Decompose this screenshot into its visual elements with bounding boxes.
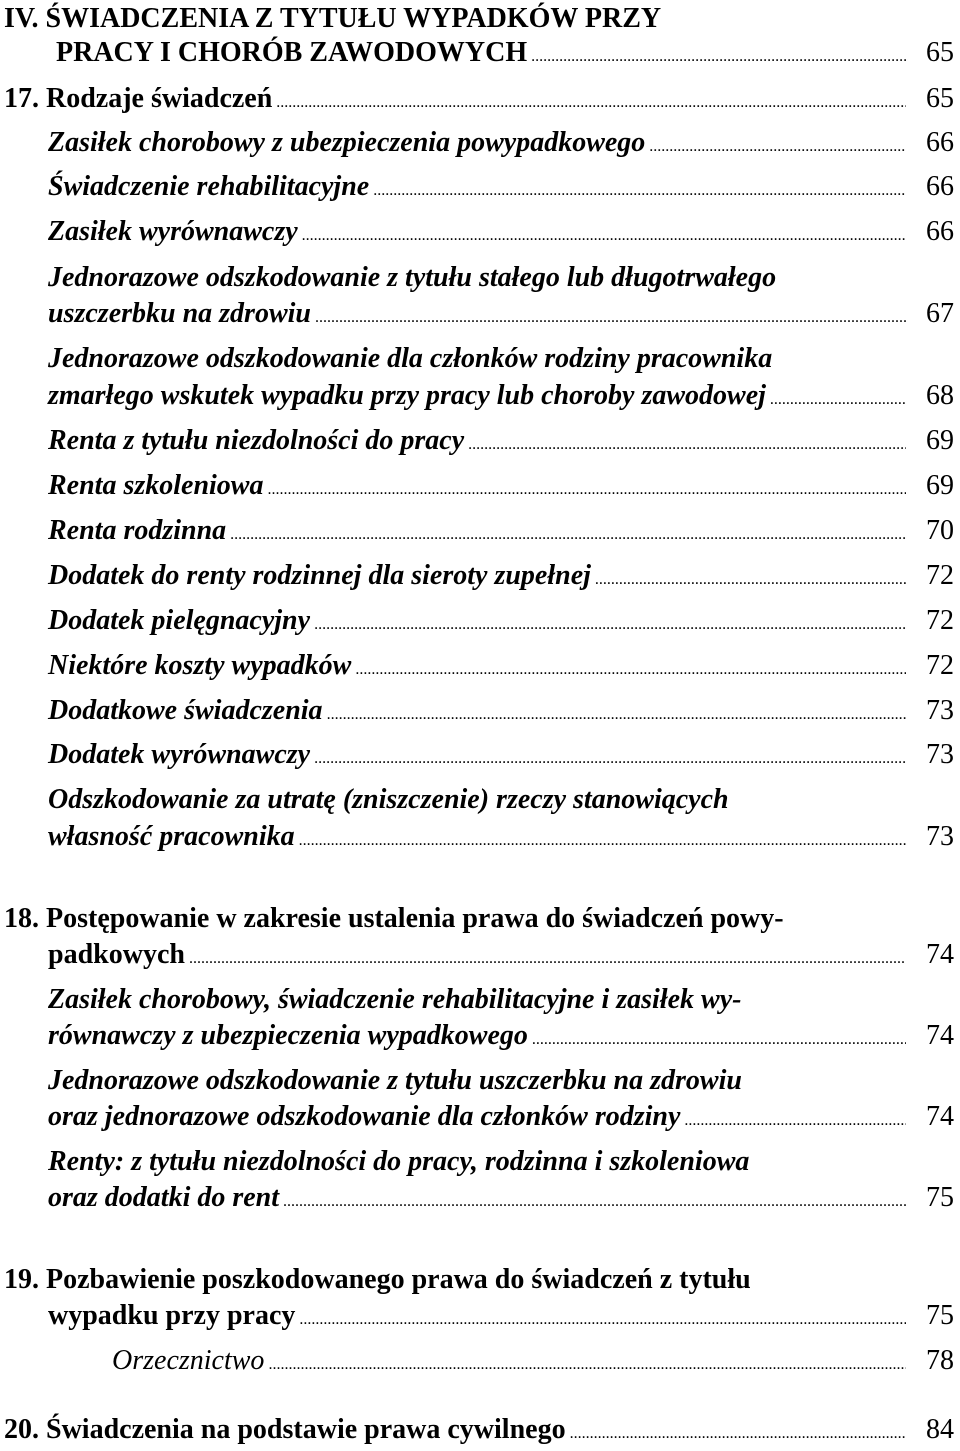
dot-leader (267, 473, 906, 507)
page-number: 78 (926, 1345, 954, 1376)
page-number: 67 (926, 298, 954, 329)
entry-title-line1: Odszkodowanie za utratę (zniszczenie) rzeczy stanowiących (48, 784, 729, 815)
toc-entry (48, 170, 954, 208)
dot-leader (230, 518, 906, 552)
toc-entry (48, 514, 954, 552)
dot-leader (649, 130, 906, 164)
page-number: 84 (926, 1414, 954, 1445)
toc-entry (48, 820, 954, 858)
chapter-title-line1: 18. Postępowanie w zakresie ustalenia prawa do świadczeń powy- (4, 903, 784, 934)
entry-title-line1: Zasiłek chorobowy, świadczenie rehabilitacyjne i zasiłek wy- (48, 984, 742, 1015)
toc-entry (48, 215, 954, 253)
toc-entry (48, 604, 954, 642)
dot-leader (314, 742, 906, 776)
entry-title: Renta z tytułu niezdolności do pracy (48, 425, 465, 456)
page-number: 72 (926, 560, 954, 591)
dot-leader (532, 1023, 906, 1057)
dot-leader (531, 40, 906, 74)
toc-entry-line1 (48, 783, 729, 817)
section-title-line1: IV. ŚWIADCZENIA Z TYTUŁU WYPADKÓW PRZY (4, 3, 662, 34)
toc-entry (48, 297, 954, 335)
entry-title-line1: Jednorazowe odszkodowanie dla członków rodziny pracownika (48, 343, 773, 374)
toc-entry (48, 424, 954, 462)
entry-title: Niektóre koszty wypadków (48, 650, 352, 681)
chapter-19-heading (4, 1263, 751, 1297)
chapter-19-heading-line2 (48, 1299, 954, 1337)
toc-entry-line1 (48, 261, 776, 295)
section-title-line2: PRACY I CHORÓB ZAWODOWYCH (56, 37, 528, 68)
entry-title: Orzecznictwo (112, 1345, 265, 1376)
page-number: 70 (926, 515, 954, 546)
dot-leader (276, 86, 906, 120)
entry-title: Zasiłek wyrównawczy (48, 216, 298, 247)
dot-leader (302, 219, 906, 253)
toc-entry (48, 694, 954, 732)
section-heading (4, 2, 661, 36)
dot-leader (283, 1185, 906, 1219)
toc-entry (48, 1181, 954, 1219)
page-number: 75 (926, 1182, 954, 1213)
page-number: 73 (926, 821, 954, 852)
dot-leader (355, 653, 906, 687)
toc-entry (48, 738, 954, 776)
page-number: 75 (926, 1300, 954, 1331)
page-number: 66 (926, 171, 954, 202)
dot-leader (684, 1104, 906, 1138)
entry-title: Zasiłek chorobowy z ubezpieczenia powypadkowego (48, 127, 646, 158)
dot-leader (299, 824, 906, 858)
entry-title-line2: oraz dodatki do rent (48, 1182, 280, 1213)
dot-leader (268, 1348, 906, 1382)
dot-leader (468, 428, 906, 462)
toc-entry (48, 649, 954, 687)
entry-title: Świadczenie rehabilitacyjne (48, 171, 370, 202)
toc-entry (48, 1100, 954, 1138)
entry-title-line1: Jednorazowe odszkodowanie z tytułu uszczerbku na zdrowiu (48, 1065, 742, 1096)
dot-leader (595, 563, 906, 597)
chapter-18-heading (4, 902, 784, 936)
dot-leader (373, 174, 906, 208)
toc-entry (48, 379, 954, 417)
dot-leader (770, 383, 906, 417)
section-heading-line2 (56, 36, 954, 74)
page-number: 74 (926, 1020, 954, 1051)
toc-entry (48, 469, 954, 507)
page-number: 74 (926, 939, 954, 970)
page-number: 73 (926, 695, 954, 726)
entry-title: Dodatek wyrównawczy (48, 739, 311, 770)
chapter-title: 17. Rodzaje świadczeń (4, 83, 273, 114)
toc-entry (48, 1019, 954, 1057)
entry-title-line2: równawczy z ubezpieczenia wypadkowego (48, 1020, 528, 1051)
chapter-title-line2: padkowych (48, 939, 185, 970)
page-number: 73 (926, 739, 954, 770)
toc-entry (48, 559, 954, 597)
page-number: 65 (926, 83, 954, 114)
dot-leader (315, 301, 906, 335)
entry-title-line2: oraz jednorazowe odszkodowanie dla członków rodziny (48, 1101, 681, 1132)
chapter-title-line2: wypadku przy pracy (48, 1300, 296, 1331)
dot-leader (570, 1417, 906, 1451)
entry-title: Renta rodzinna (48, 515, 227, 546)
entry-title-line1: Renty: z tytułu niezdolności do pracy, rodzinna i szkoleniowa (48, 1146, 750, 1177)
entry-title-line1: Jednorazowe odszkodowanie z tytułu stałego lub długotrwałego (48, 262, 777, 293)
dot-leader (189, 942, 906, 976)
chapter-17-heading (4, 82, 954, 120)
toc-entry-line1 (48, 1064, 742, 1098)
dot-leader (299, 1303, 906, 1337)
toc-entry-line1 (48, 1145, 749, 1179)
entry-title-line2: własność pracownika (48, 821, 295, 852)
page-number: 65 (926, 37, 954, 68)
page-number: 69 (926, 470, 954, 501)
entry-title: Dodatkowe świadczenia (48, 695, 323, 726)
toc-entry-line1 (48, 983, 741, 1017)
chapter-20-heading (4, 1413, 954, 1451)
entry-title-line2: zmarłego wskutek wypadku przy pracy lub choroby zawodowej (48, 380, 766, 411)
entry-title: Dodatek do renty rodzinnej dla sieroty zupełnej (48, 560, 591, 591)
page-number: 68 (926, 380, 954, 411)
page-number: 74 (926, 1101, 954, 1132)
entry-title: Dodatek pielęgnacyjny (48, 605, 311, 636)
chapter-18-heading-line2 (48, 938, 954, 976)
toc-entry-line1 (48, 342, 772, 376)
chapter-title: 20. Świadczenia na podstawie prawa cywilnego (4, 1414, 566, 1445)
page-number: 72 (926, 605, 954, 636)
entry-title-line2: uszczerbku na zdrowiu (48, 298, 311, 329)
dot-leader (327, 698, 906, 732)
page-number: 66 (926, 127, 954, 158)
toc-entry (112, 1344, 954, 1382)
dot-leader (314, 608, 906, 642)
page-number: 72 (926, 650, 954, 681)
toc-entry (48, 126, 954, 164)
chapter-title-line1: 19. Pozbawienie poszkodowanego prawa do świadczeń z tytułu (4, 1264, 751, 1295)
page-number: 69 (926, 425, 954, 456)
page-number: 66 (926, 216, 954, 247)
entry-title: Renta szkoleniowa (48, 470, 264, 501)
